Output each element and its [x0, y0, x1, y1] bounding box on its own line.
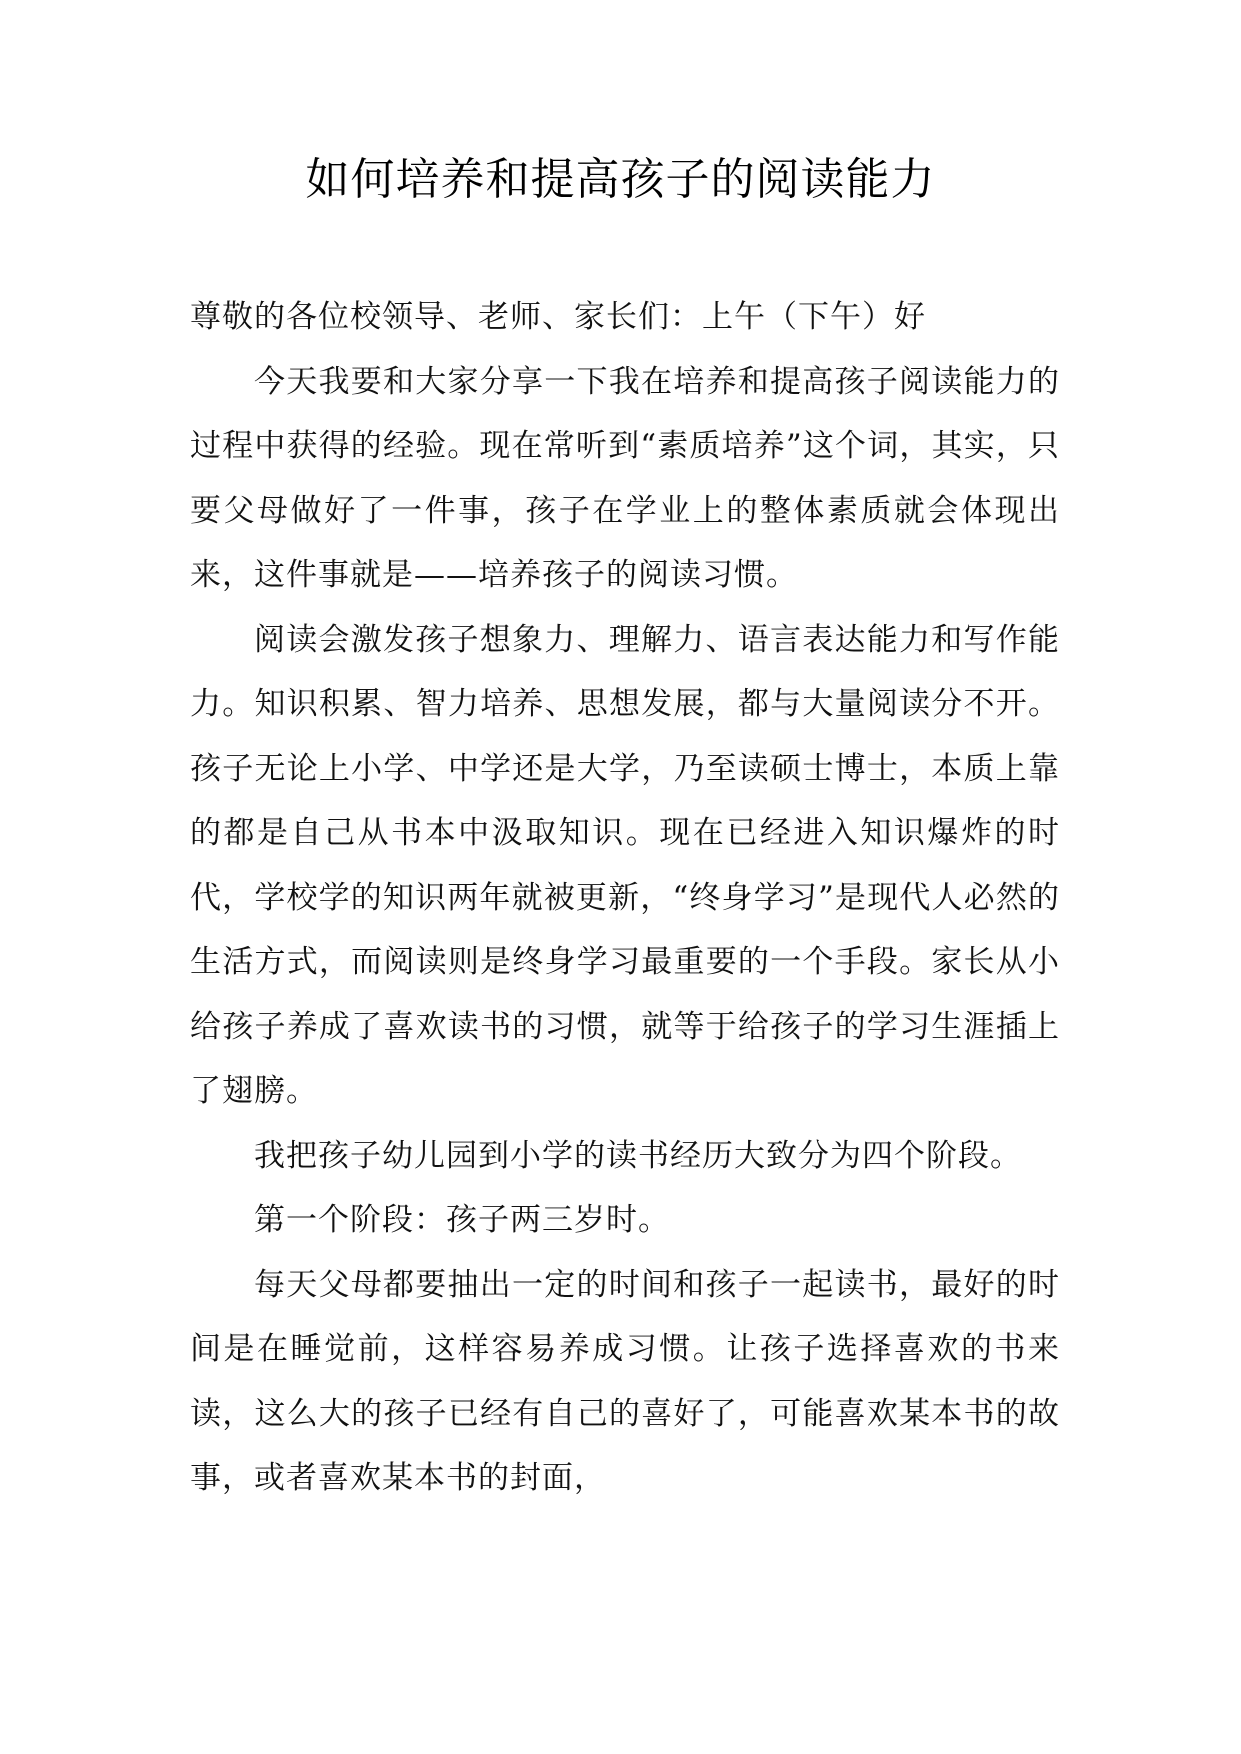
paragraph-intro: 今天我要和大家分享一下我在培养和提高孩子阅读能力的过程中获得的经验。现在常听到“素质培养”这个词，其实，只要父母做好了一件事，孩子在学业上的整体素质就会体现出来，这件事就是——培养孩子的阅读习惯。 — [190, 363, 1060, 593]
paragraph-four-stages: 我把孩子幼儿园到小学的读书经历大致分为四个阶段。 — [254, 1137, 1022, 1174]
paragraph-reading-benefits: 阅读会激发孩子想象力、理解力、语言表达能力和写作能力。知识积累、智力培养、思想发展，都与大量阅读分不开。孩子无论上小学、中学还是大学，乃至读硕士博士，本质上靠的都是自己从书本中汲取知识。现在已经进入知识爆炸的时代，学校学的知识两年就被更新，“终身学习”是现代人必然的生活方式，而阅读则是终身学习最重要的一个手段。家长从小给孩子养成了喜欢读书的习惯，就等于给孩子的学习生涯插上了翅膀。 — [190, 621, 1060, 1109]
document-title: 如何培养和提高孩子的阅读能力 — [305, 154, 936, 205]
document-body — [190, 285, 1060, 1511]
paragraph-stage-one-detail: 每天父母都要抽出一定的时间和孩子一起读书，最好的时间是在睡觉前，这样容易养成习惯。让孩子选择喜欢的书来读，这么大的孩子已经有自己的喜好了，可能喜欢某本书的故事，或者喜欢某本书的封面， — [190, 1266, 1060, 1496]
greeting-line: 尊敬的各位校领导、老师、家长们：上午（下午）好 — [190, 299, 926, 335]
paragraph-stage-one-heading: 第一个阶段：孩子两三岁时。 — [254, 1202, 670, 1238]
